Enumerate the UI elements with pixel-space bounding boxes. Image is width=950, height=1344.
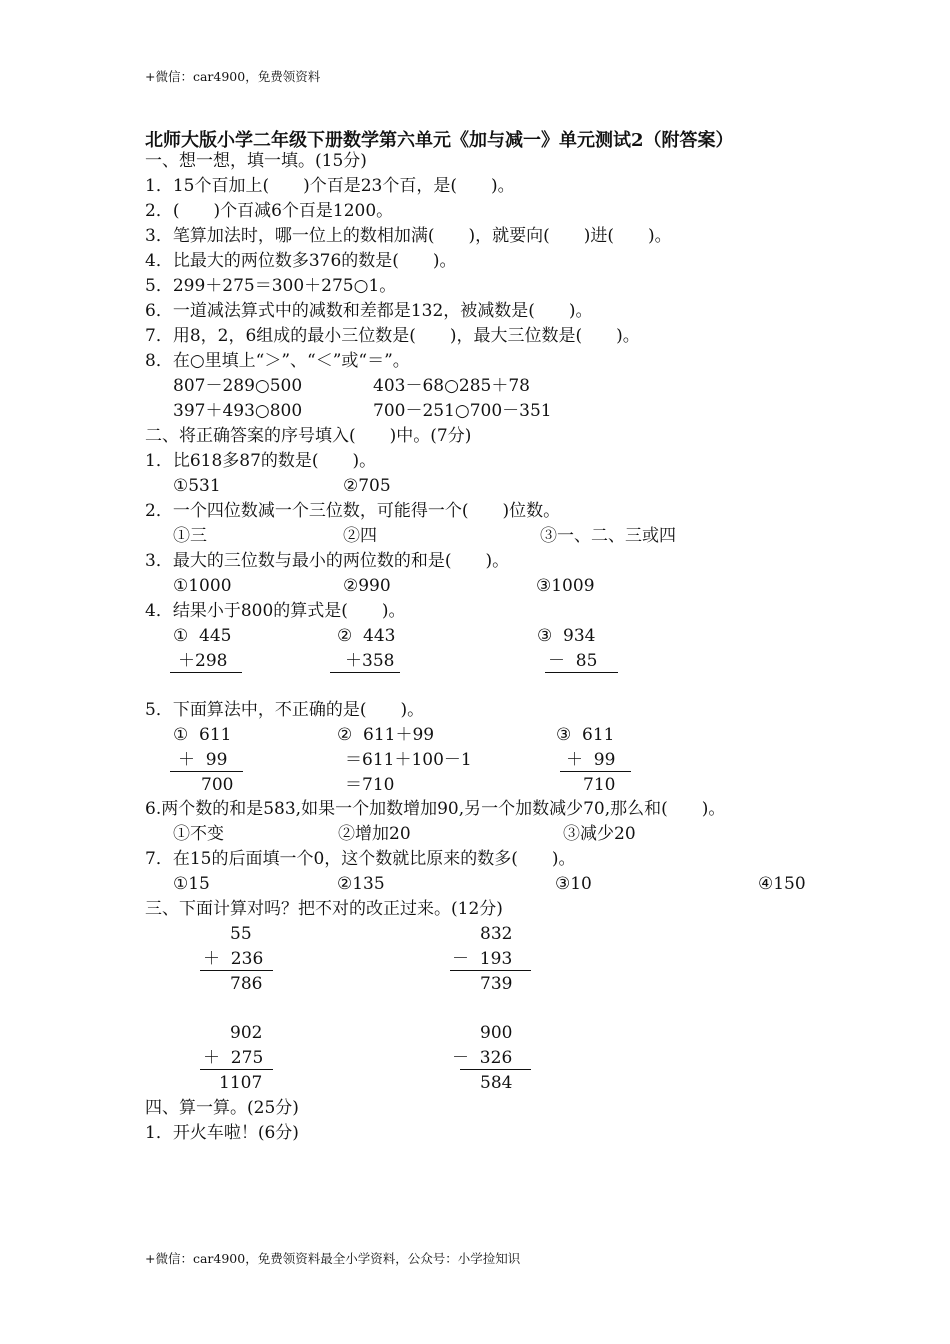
s3-calc2-mid: － 193 [452,949,513,969]
s2-q3-option: ②990 [343,576,391,596]
s3-calc2-rule [450,970,531,971]
s3-calc3-rule [200,1069,273,1070]
s3-calc1-top: 55 [230,924,252,944]
s2-q7-option: ②135 [337,874,385,894]
s2-q5-c-rule [560,771,631,772]
s2-q5-c-mid: ＋ 99 [566,750,616,770]
s3-calc2-top: 832 [480,924,513,944]
s2-q3-option: ①1000 [173,576,232,596]
s2-q4-b-top: ② 443 [337,626,396,646]
s3-calc3-mid: ＋ 275 [203,1048,264,1068]
s1-q7: 7．用8，2，6组成的最小三位数是( )，最大三位数是( )。 [145,326,640,346]
s2-q7-option: ①15 [173,874,210,894]
s1-q6: 6．一道减法算式中的减数和差都是132，被减数是( )。 [145,301,593,321]
s2-q4-c-rule [545,672,618,673]
s2-q7: 7．在15的后面填一个0，这个数就比原来的数多( )。 [145,849,576,869]
s2-q5-b-top: ② 611＋99 [337,725,435,745]
s3-calc4-result: 584 [480,1073,513,1093]
s3-calc1-mid: ＋ 236 [203,949,264,969]
s1-q2: 2．( )个百减6个百是1200。 [145,201,394,221]
s2-q4-a-top: ① 445 [173,626,232,646]
s2-q7-option: ④150 [758,874,806,894]
s2-q4-b-rule [330,672,400,673]
s3-calc3-result: 1107 [219,1073,263,1093]
s2-q5-a-result: 700 [201,775,234,795]
section2-heading: 二、将正确答案的序号填入( )中。(7分) [145,426,472,446]
section3-heading: 三、下面计算对吗？把不对的改正过来。(12分) [145,899,503,919]
s2-q5-b-result: ＝710 [345,775,395,795]
s2-q4: 4．结果小于800的算式是( )。 [145,601,406,621]
s2-q2-option: ①三 [173,526,207,546]
s3-calc4-mid: － 326 [452,1048,513,1068]
s4-q1: 1．开火车啦！(6分) [145,1123,299,1143]
s2-q6-option: ②增加20 [338,824,411,844]
s2-q1-option: ①531 [173,476,221,496]
s2-q5-a-mid: ＋ 99 [178,750,228,770]
s2-q4-a-bottom: ＋298 [178,651,228,671]
s2-q5-a-rule [170,771,243,772]
page-footer: +微信：car4900，免费领资料最全小学资料，公众号：小学捡知识 [145,1251,521,1266]
s2-q5: 5．下面算法中，不正确的是( )。 [145,700,425,720]
page-title: 北师大版小学二年级下册数学第六单元《加与减一》单元测试2（附答案） [145,130,734,151]
s1-q3: 3．笔算加法时，哪一位上的数相加满( )，就要向( )进( )。 [145,226,672,246]
s2-q1: 1．比618多87的数是( )。 [145,451,377,471]
s1-q8-item: 397＋493○800 [173,401,303,421]
s2-q4-b-bottom: ＋358 [345,651,395,671]
section4-heading: 四、算一算。(25分) [145,1098,299,1118]
s2-q4-c-bottom: － 85 [548,651,598,671]
s2-q5-b-mid: ＝611＋100－1 [345,750,472,770]
s3-calc2-result: 739 [480,974,513,994]
s3-calc1-result: 786 [230,974,263,994]
s2-q1-option: ②705 [343,476,391,496]
s3-calc1-rule [200,970,273,971]
s1-q4: 4．比最大的两位数多376的数是( )。 [145,251,457,271]
s2-q5-c-top: ③ 611 [556,725,615,745]
s2-q5-a-top: ① 611 [173,725,232,745]
section1-heading: 一、想一想，填一填。(15分) [145,151,367,171]
s2-q4-c-top: ③ 934 [537,626,596,646]
s1-q1: 1．15个百加上( )个百是23个百，是( )。 [145,176,515,196]
s2-q3-option: ③1009 [536,576,595,596]
s3-calc4-top: 900 [480,1023,513,1043]
s3-calc3-top: 902 [230,1023,263,1043]
s2-q6-option: ①不变 [173,824,224,844]
s2-q4-a-rule [170,672,242,673]
s2-q3: 3．最大的三位数与最小的两位数的和是( )。 [145,551,510,571]
s2-q2-option: ②四 [343,526,377,546]
s1-q8-item: 700－251○700－351 [373,401,552,421]
s2-q6-option: ③减少20 [563,824,636,844]
page-header: +微信：car4900，免费领资料 [145,69,321,84]
s2-q2: 2．一个四位数减一个三位数，可能得一个( )位数。 [145,501,561,521]
s1-q8-item: 807－289○500 [173,376,303,396]
s3-calc4-rule [460,1069,531,1070]
s1-q5: 5．299＋275＝300＋275○1。 [145,276,397,296]
s2-q6: 6.两个数的和是583,如果一个加数增加90,另一个加数减少70,那么和( )。 [145,799,726,819]
s2-q5-c-result: 710 [583,775,616,795]
s2-q7-option: ③10 [555,874,592,894]
s1-q8-item: 403－68○285＋78 [373,376,530,396]
s2-q2-option: ③一、二、三或四 [540,526,676,546]
s1-q8: 8．在○里填上“＞”、“＜”或“＝”。 [145,351,410,371]
